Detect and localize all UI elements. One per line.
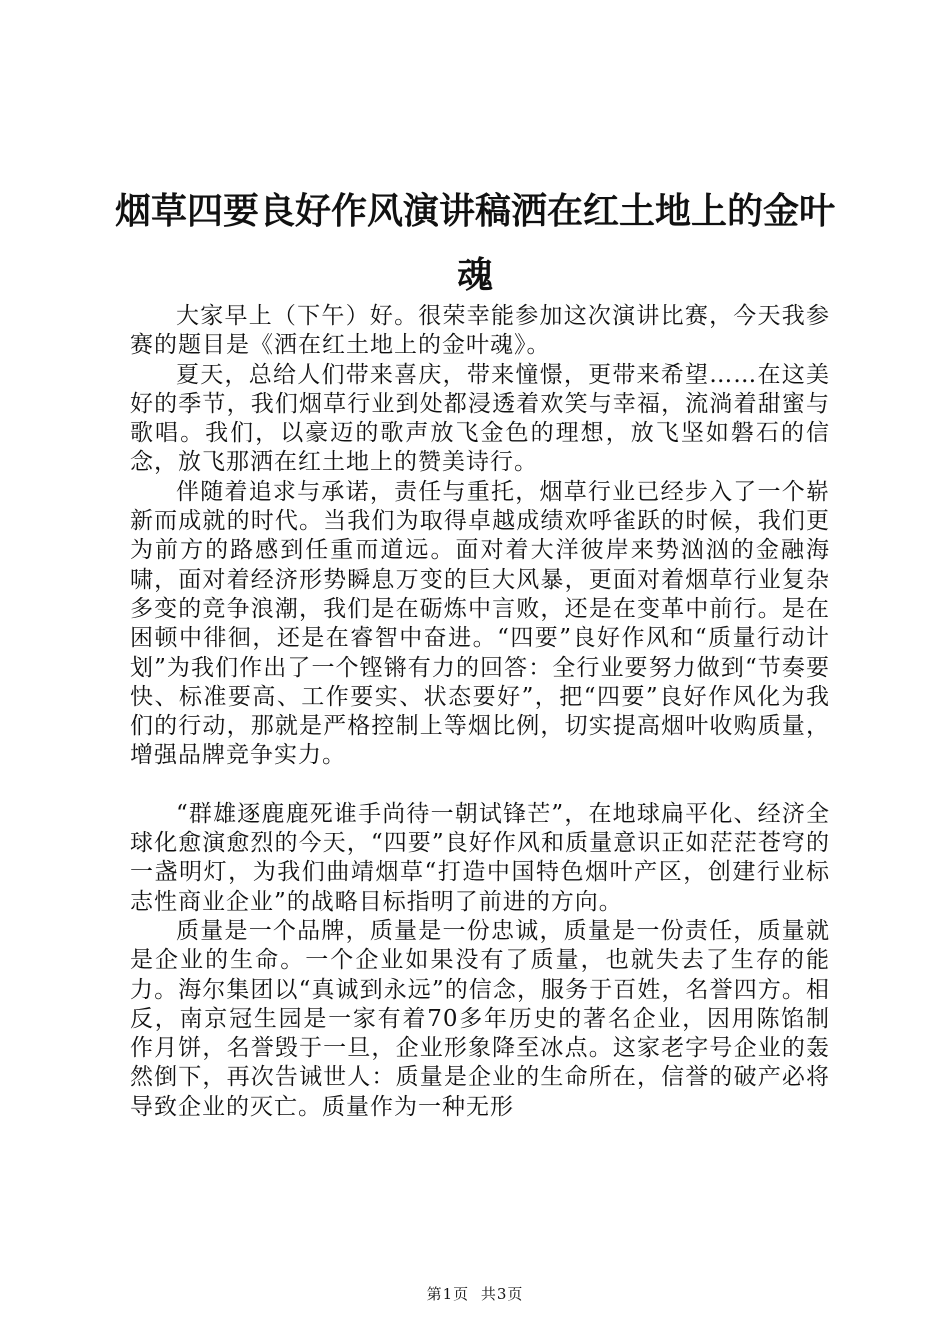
page-number: 第1页 — [426, 1285, 470, 1303]
paragraph: 质量是一个品牌，质量是一份忠诚，质量是一份责任，质量就是企业的生命。一个企业如果没有了质量，也就失去了生存的能力。海尔集团以“真诚到永远”的信念，服务于百姓，名誉四方。相反，南京冠生园是一家有着70多年历史的著名企业，因用陈馅制作月饼，名誉毁于一旦，企业形象降至冰点。这家老字号企业的轰然倒下，再次告诫世人：质量是企业的生命所在，信誉的破产必将导致企业的灭亡。质量作为一种无形 — [130, 917, 830, 1120]
document-body — [130, 302, 830, 1122]
paragraph: “群雄逐鹿鹿死谁手尚待一朝试锋芒”，在地球扁平化、经济全球化愈演愈烈的今天，“四要”良好作风和质量意识正如茫茫苍穹的一盏明灯，为我们曲靖烟草“打造中国特色烟叶产区，创建行业标志性商业企业”的战略目标指明了前进的方向。 — [130, 800, 830, 915]
paragraph: 夏天，总给人们带来喜庆，带来憧憬，更带来希望……在这美好的季节，我们烟草行业到处都浸透着欢笑与幸福，流淌着甜蜜与歌唱。我们，以豪迈的歌声放飞金色的理想，放飞坚如磐石的信念，放飞那洒在红土地上的赞美诗行。 — [130, 361, 830, 476]
paragraph: 大家早上（下午）好。很荣幸能参加这次演讲比赛，今天我参赛的题目是《洒在红土地上的金叶魂》。 — [130, 303, 830, 359]
page-footer — [0, 1283, 950, 1304]
page-total: 共3页 — [480, 1285, 524, 1303]
paragraph: 伴随着追求与承诺，责任与重托，烟草行业已经步入了一个崭新而成就的时代。当我们为取得卓越成绩欢呼雀跃的时候，我们更为前方的路感到任重而道远。面对着大洋彼岸来势汹汹的金融海啸，面对着经济形势瞬息万变的巨大风暴，更面对着烟草行业复杂多变的竞争浪潮，我们是在砺炼中言败，还是在变革中前行。是在困顿中徘徊，还是在睿智中奋进。“四要”良好作风和“质量行动计划”为我们作出了一个铿锵有力的回答：全行业要努力做到“节奏要快、标准要高、工作要实、状态要好”，把“四要”良好作风化为我们的行动，那就是严格控制上等烟比例，切实提高烟叶收购质量，增强品牌竞争实力。 — [130, 478, 830, 769]
document-title: 烟草四要良好作风演讲稿洒在红土地上的金叶魂 — [114, 191, 835, 296]
